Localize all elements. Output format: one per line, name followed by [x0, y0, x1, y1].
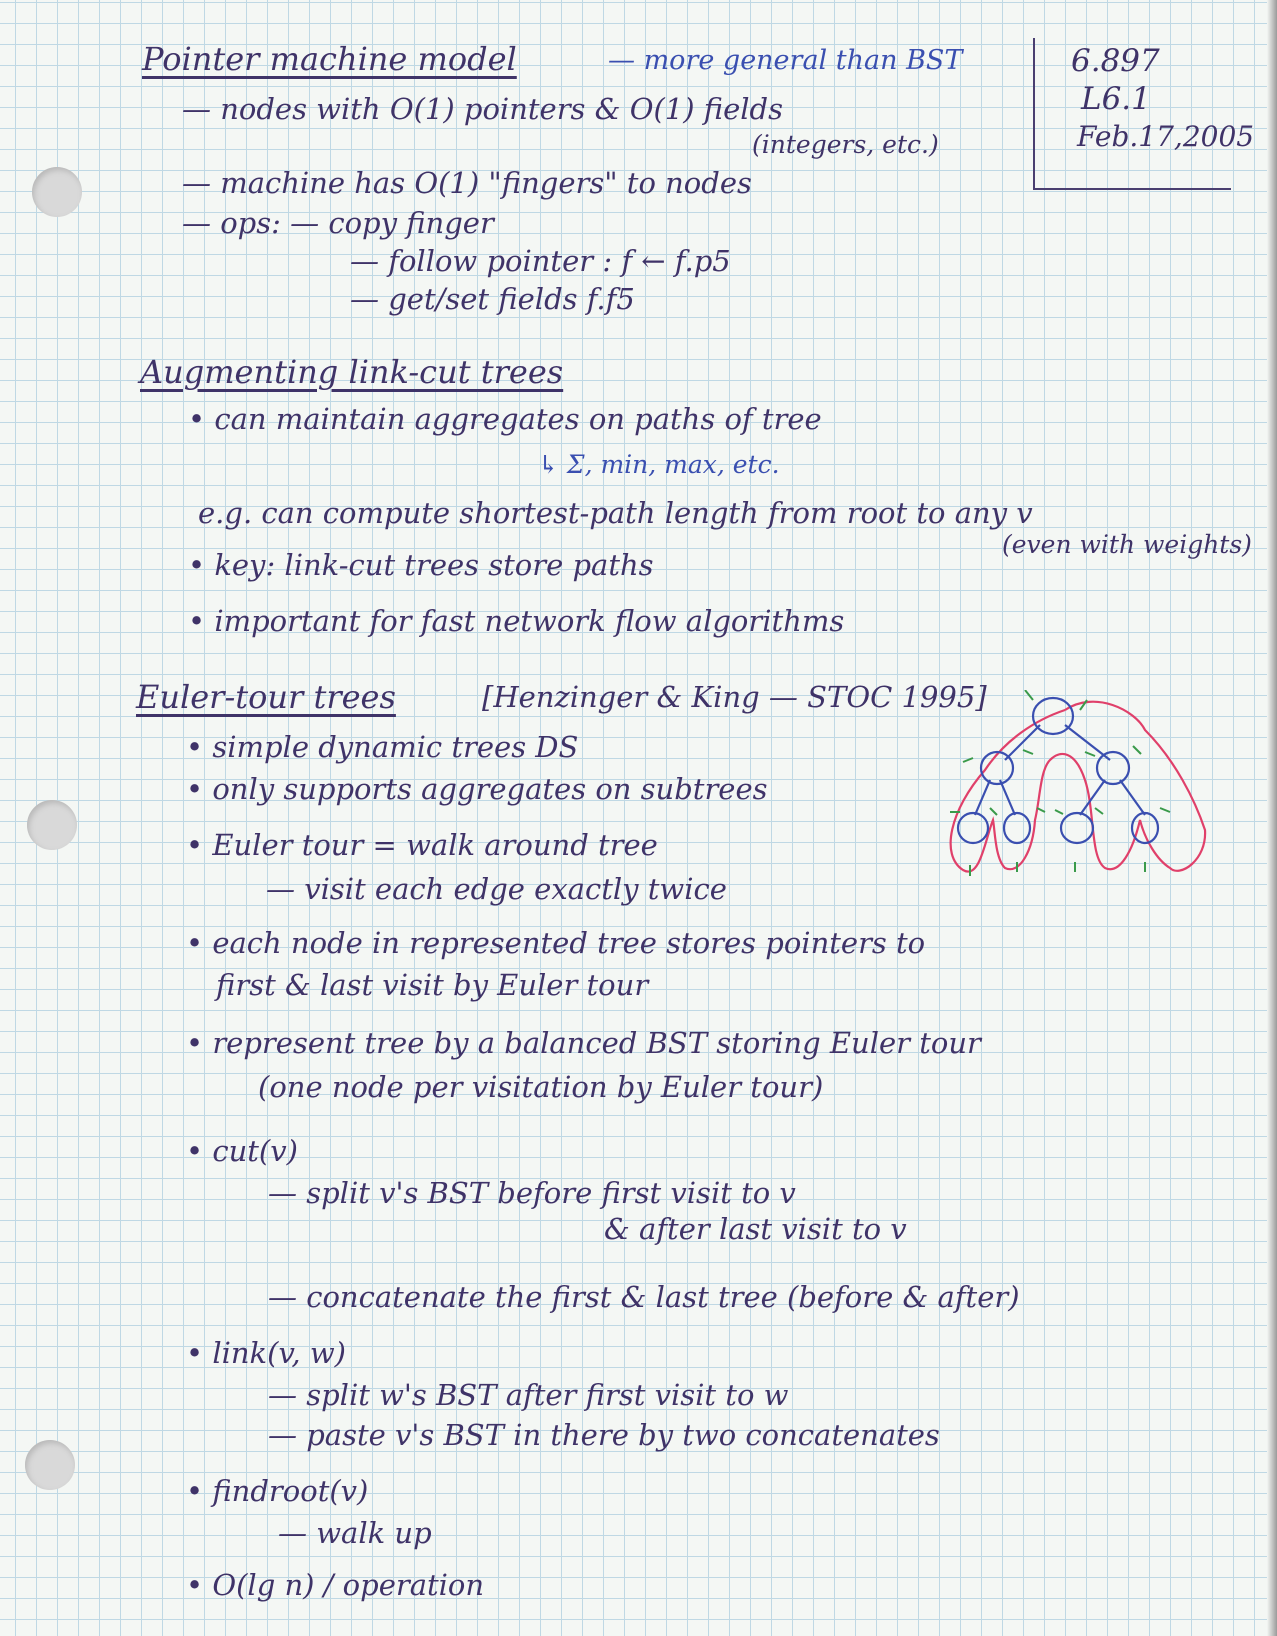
section-title-augmenting: Augmenting link-cut trees — [140, 353, 564, 391]
et-line-each-node: • each node in represented tree stores pointers to — [186, 926, 926, 960]
et-line-subtrees: • only supports aggregates on subtrees — [186, 772, 768, 806]
et-line-represent: • represent tree by a balanced BST storing Euler tour — [186, 1026, 981, 1060]
tree-edges — [975, 725, 1145, 815]
pm-line-follow: — follow pointer : f ← f.p5 — [350, 244, 731, 278]
pm-line-ops: — ops: — copy finger — [182, 206, 494, 240]
lecture-date: Feb.17,2005 — [1077, 120, 1255, 153]
binder-hole-middle — [27, 800, 77, 850]
section-title-euler-tour: Euler-tour trees — [136, 678, 396, 716]
pm-line-fingers: — machine has O(1) "fingers" to nodes — [182, 166, 752, 200]
et-line-cut: • cut(v) — [186, 1134, 298, 1168]
page-edge — [1267, 0, 1277, 1636]
aug-line-important: • important for fast network flow algorithms — [188, 604, 845, 638]
section-title-pointer-machine: Pointer machine model — [142, 40, 517, 78]
binder-hole-bottom — [25, 1440, 75, 1490]
aug-line-example: e.g. can compute shortest-path length from root to any v — [198, 496, 1033, 530]
euler-tour-path — [951, 702, 1205, 872]
aug-line-example-aside: (even with weights) — [1002, 530, 1252, 559]
aug-line-key: • key: link-cut trees store paths — [188, 548, 654, 582]
et-line-one-node: (one node per visitation by Euler tour) — [258, 1070, 824, 1104]
et-line-euler-tour: • Euler tour = walk around tree — [186, 828, 658, 862]
et-line-complexity: • O(lg n) / operation — [186, 1568, 485, 1602]
et-line-simple: • simple dynamic trees DS — [186, 730, 579, 764]
et-line-first-last: first & last visit by Euler tour — [216, 968, 649, 1002]
pm-line-nodes: — nodes with O(1) pointers & O(1) fields — [182, 92, 783, 126]
et-line-visit-twice: — visit each edge exactly twice — [266, 872, 727, 906]
aug-line-aggregates-examples: ↳ Σ, min, max, etc. — [538, 450, 780, 479]
lecture-number: L6.1 — [1081, 81, 1151, 117]
euler-citation: [Henzinger & King — STOC 1995] — [482, 680, 987, 714]
tree-nodes — [958, 698, 1158, 843]
pointer-machine-note: — more general than BST — [608, 45, 963, 76]
et-line-cut-after: & after last visit to v — [604, 1212, 907, 1246]
et-line-link-split: — split w's BST after first visit to w — [268, 1378, 789, 1412]
course-number: 6.897 — [1071, 43, 1160, 79]
header-box — [1033, 38, 1255, 190]
pm-line-nodes-aside: (integers, etc.) — [752, 130, 939, 159]
et-line-findroot: • findroot(v) — [186, 1474, 369, 1508]
euler-tour-diagram — [945, 690, 1225, 890]
et-line-link: • link(v, w) — [186, 1336, 346, 1370]
aug-line-aggregates: • can maintain aggregates on paths of tree — [188, 402, 822, 436]
et-line-cut-split: — split v's BST before first visit to v — [268, 1176, 796, 1210]
binder-hole-top — [32, 167, 82, 217]
et-line-link-paste: — paste v's BST in there by two concatenates — [268, 1418, 940, 1452]
et-line-walk-up: — walk up — [278, 1516, 432, 1550]
et-line-concatenate: — concatenate the first & last tree (before & after) — [268, 1280, 1020, 1314]
pm-line-getset: — get/set fields f.f5 — [350, 282, 635, 316]
